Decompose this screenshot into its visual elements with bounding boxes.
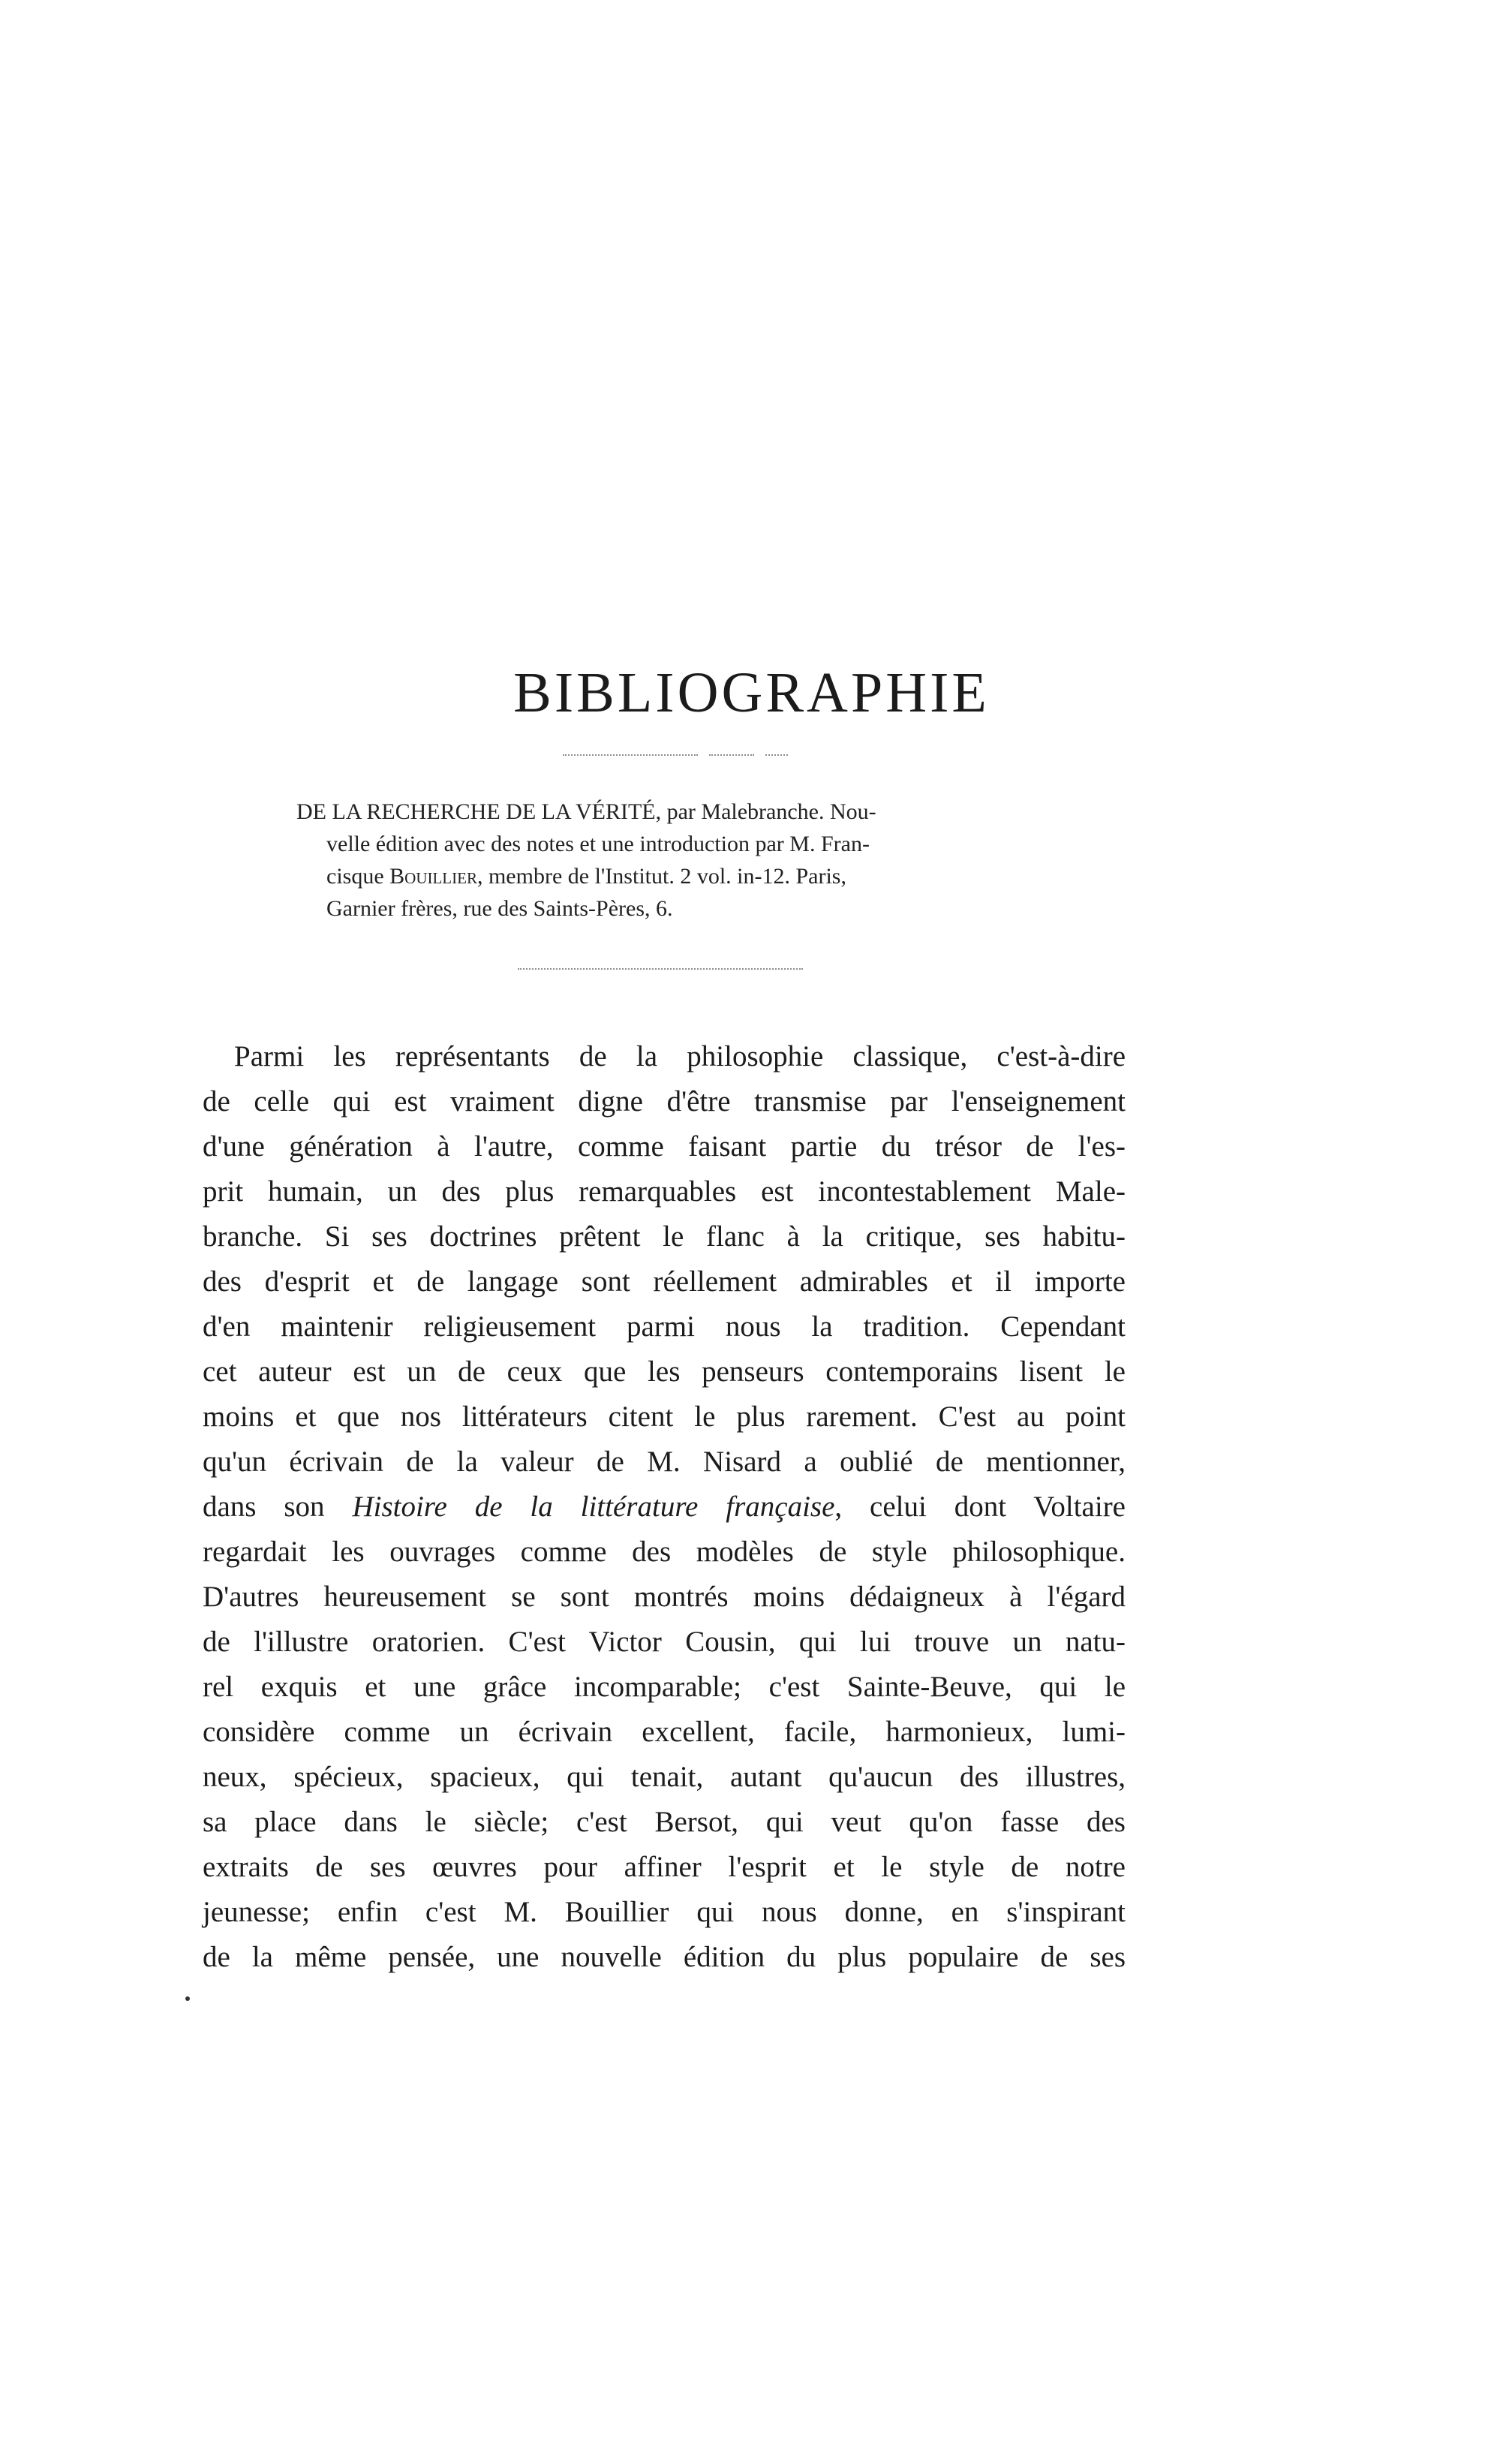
- body-line-with-italic-title: dans son Histoire de la littérature française, celui dont Voltaire: [203, 1491, 1126, 1523]
- body-line: rel exquis et une grâce incomparable; c'est Sainte-Beuve, qui le: [203, 1671, 1126, 1703]
- print-speck: [185, 1996, 190, 2001]
- body-paragraph: [203, 1034, 1126, 1980]
- body-line: neux, spécieux, spacieux, qui tenait, autant qu'aucun des illustres,: [203, 1761, 1126, 1793]
- body-line: considère comme un écrivain excellent, facile, harmonieux, lumi-: [203, 1716, 1126, 1748]
- body-line: cet auteur est un de ceux que les penseurs contemporains lisent le: [203, 1355, 1126, 1388]
- bibliographic-reference: [296, 796, 1051, 925]
- body-line: de celle qui est vraiment digne d'être transmise par l'enseignement: [203, 1085, 1126, 1118]
- body-line: d'une génération à l'autre, comme faisant partie du trésor de l'es-: [203, 1130, 1126, 1163]
- body-line: branche. Si ses doctrines prêtent le flanc à la critique, ses habitu-: [203, 1220, 1126, 1253]
- title-ornament-rule: [563, 754, 698, 756]
- body-line: jeunesse; enfin c'est M. Bouillier qui nous donne, en s'inspirant: [203, 1896, 1126, 1928]
- body-line: regardait les ouvrages comme des modèles de style philosophique.: [203, 1536, 1126, 1568]
- reference-line: Garnier frères, rue des Saints-Pères, 6.: [326, 896, 673, 921]
- reference-line: DE LA RECHERCHE DE LA VÉRITÉ, par Malebranche. Nou-: [296, 799, 876, 824]
- reference-line: velle édition avec des notes et une introduction par M. Fran-: [326, 832, 870, 856]
- title-ornament-rule: [765, 754, 788, 756]
- section-divider-rule: [518, 968, 803, 970]
- body-line: sa place dans le siècle; c'est Bersot, qui veut qu'on fasse des: [203, 1806, 1126, 1838]
- body-line: des d'esprit et de langage sont réellement admirables et il importe: [203, 1265, 1126, 1298]
- body-line: extraits de ses œuvres pour affiner l'esprit et le style de notre: [203, 1851, 1126, 1883]
- body-line: qu'un écrivain de la valeur de M. Nisard a oublié de mentionner,: [203, 1446, 1126, 1478]
- body-line: de la même pensée, une nouvelle édition du plus populaire de ses: [203, 1941, 1126, 1973]
- body-line: prit humain, un des plus remarquables est incontestablement Male-: [203, 1175, 1126, 1208]
- body-line: D'autres heureusement se sont montrés moins dédaigneux à l'égard: [203, 1581, 1126, 1613]
- body-line: Parmi les représentants de la philosophie classique, c'est-à-dire: [234, 1040, 1126, 1073]
- body-line: d'en maintenir religieusement parmi nous la tradition. Cependant: [203, 1310, 1126, 1343]
- reference-line: cisque Bouillier, membre de l'Institut. 2 vol. in-12. Paris,: [326, 864, 846, 889]
- body-line: moins et que nos littérateurs citent le plus rarement. C'est au point: [203, 1400, 1126, 1433]
- author-name-smallcaps: Bouillier: [389, 864, 477, 889]
- body-line: de l'illustre oratorien. C'est Victor Cousin, qui lui trouve un natu-: [203, 1626, 1126, 1658]
- page-title: BIBLIOGRAPHIE: [513, 661, 990, 724]
- book-title-italic: Histoire de la littérature française: [352, 1491, 835, 1523]
- title-ornament-rule: [709, 754, 754, 756]
